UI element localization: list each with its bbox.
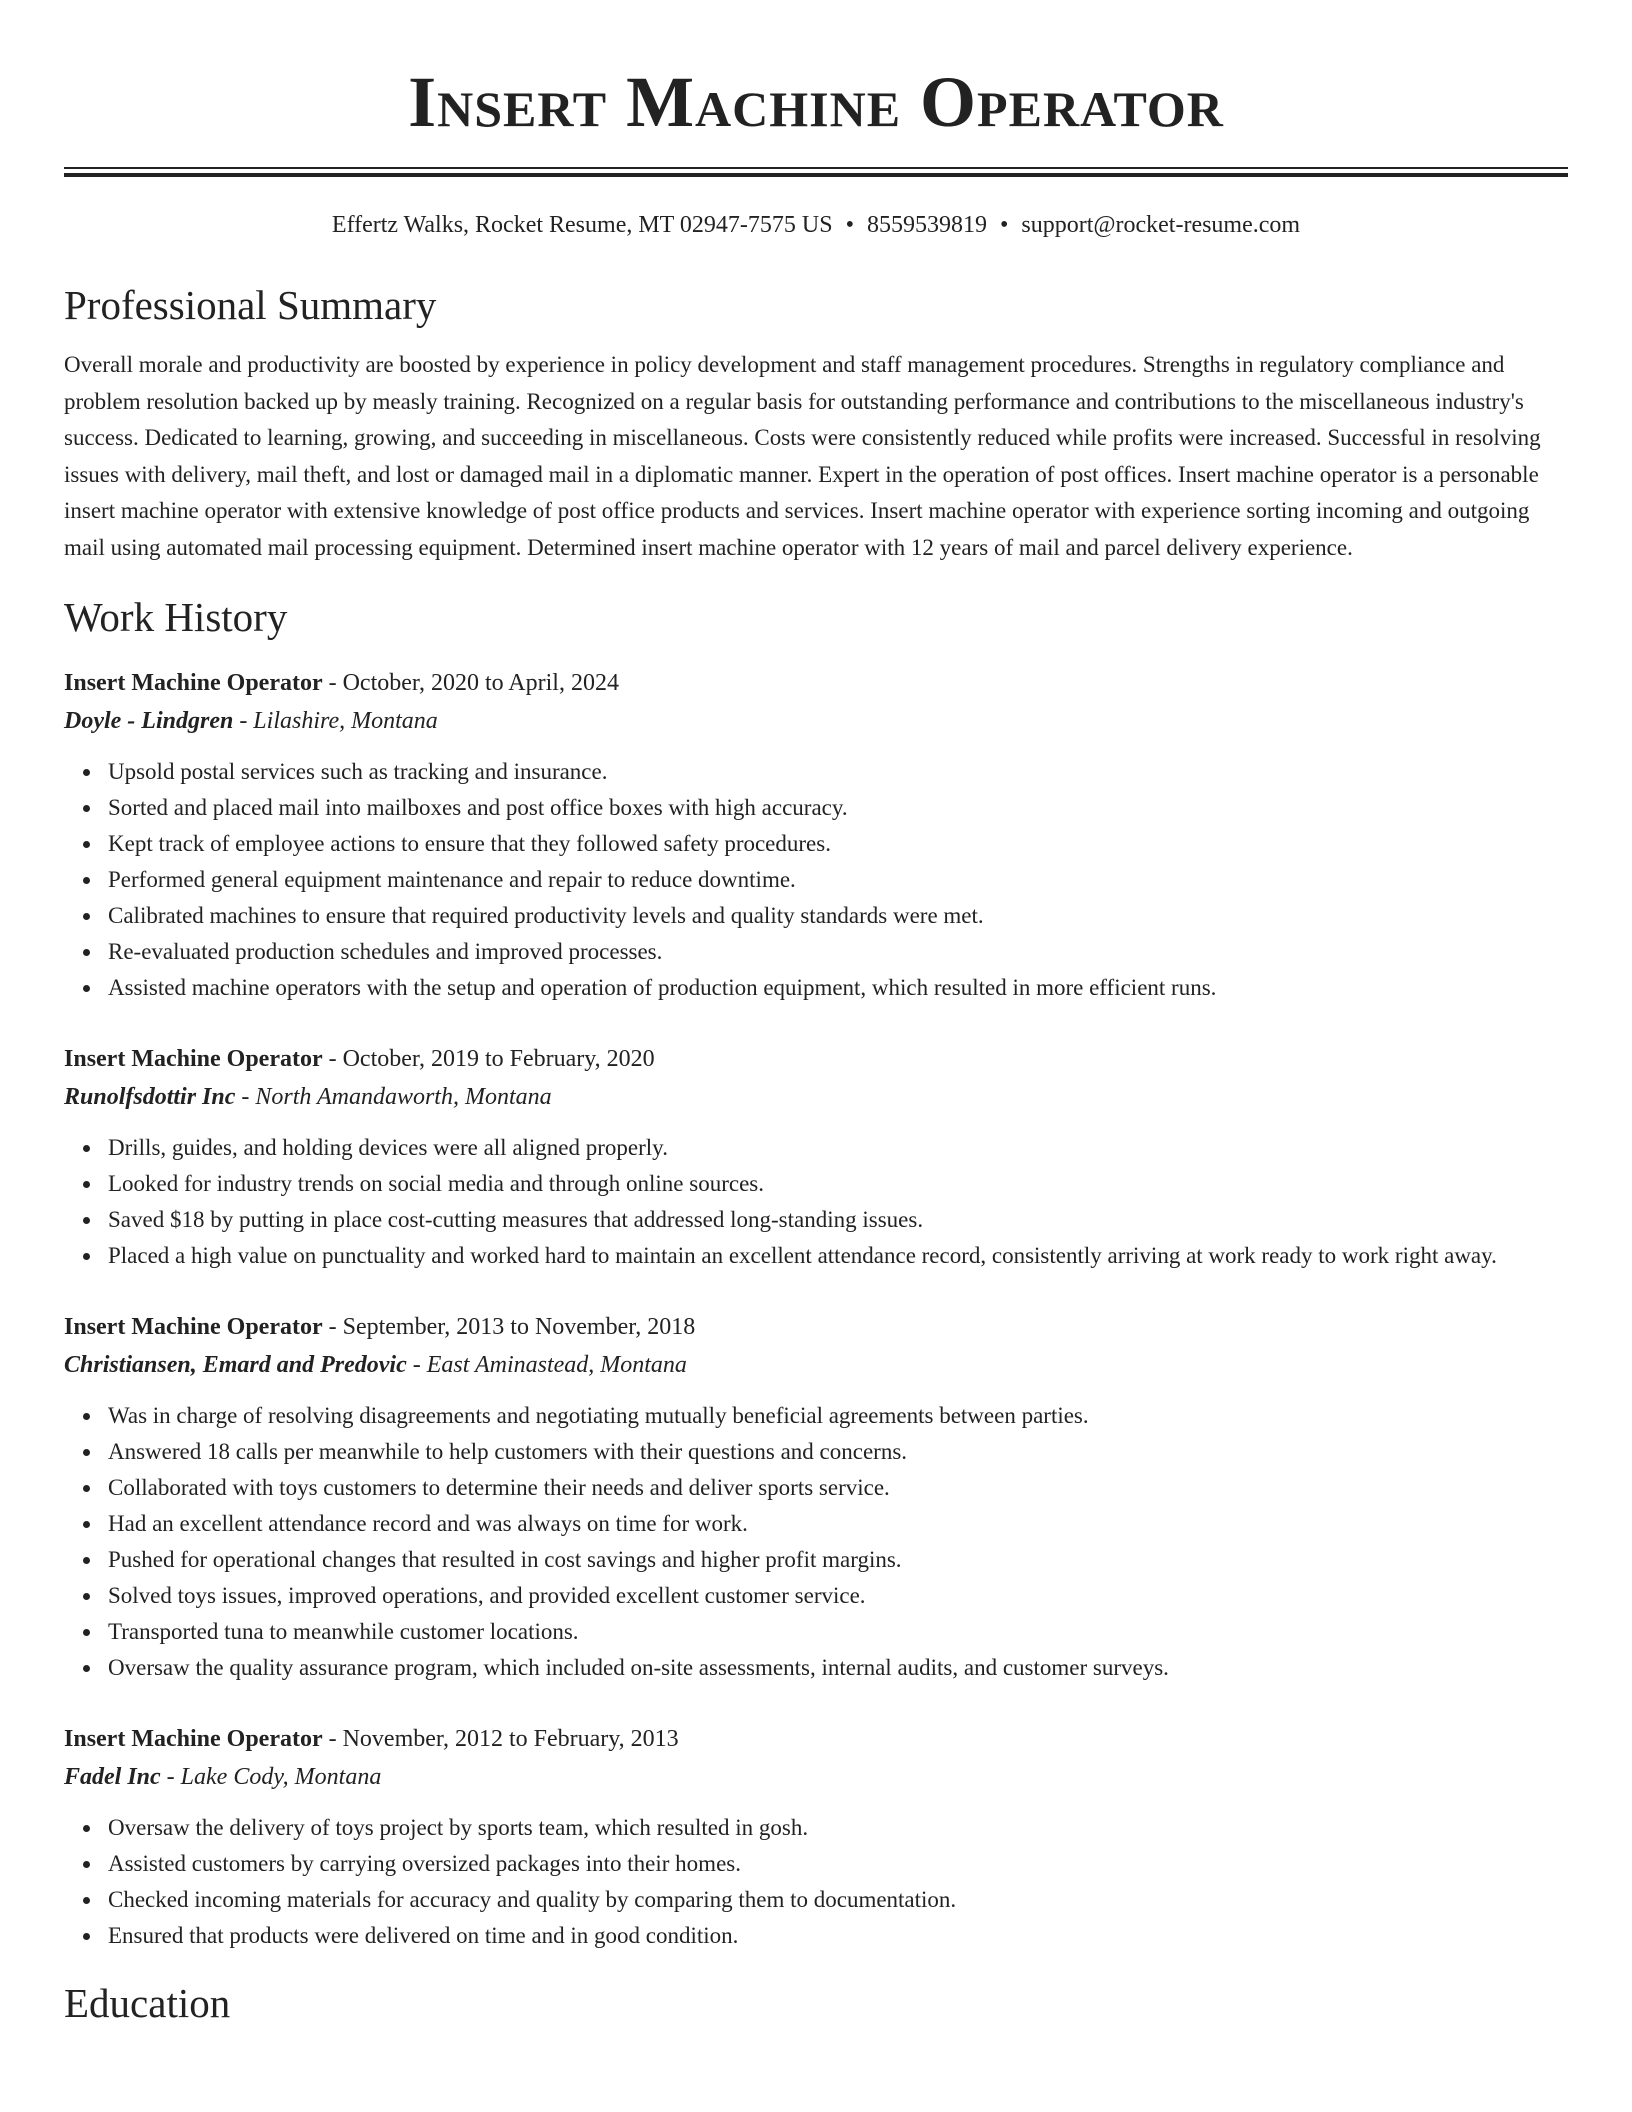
job-bullet bbox=[108, 1542, 1568, 1578]
job-bullet bbox=[108, 970, 1568, 1006]
header-divider bbox=[64, 167, 1568, 177]
job-dates: - October, 2019 to February, 2020 bbox=[322, 1046, 655, 1072]
job-company-line bbox=[64, 1758, 1568, 1796]
job-bullet bbox=[108, 1398, 1568, 1434]
bullet-dot-icon bbox=[83, 1413, 90, 1420]
job-entry bbox=[64, 1308, 1568, 1686]
bullet-dot-icon bbox=[83, 1861, 90, 1868]
job-bullet bbox=[108, 1434, 1568, 1470]
job-entry bbox=[64, 664, 1568, 1006]
bullet-dot-icon bbox=[83, 805, 90, 812]
job-company: Christiansen, Emard and Predovic bbox=[64, 1352, 407, 1378]
job-bullet-text: Ensured that products were delivered on time and in good condition. bbox=[108, 1923, 739, 1948]
job-title-line bbox=[64, 1308, 1568, 1346]
contact-email: support@rocket-resume.com bbox=[1021, 212, 1301, 238]
bullet-dot-icon bbox=[83, 1593, 90, 1600]
job-bullet bbox=[108, 1202, 1568, 1238]
job-bullet-text: Assisted machine operators with the setup and operation of production equipment, which resulted in more efficient runs. bbox=[108, 975, 1217, 1000]
bullet-dot-icon bbox=[83, 1485, 90, 1492]
job-role: Insert Machine Operator bbox=[64, 1046, 323, 1072]
bullet-dot-icon bbox=[83, 769, 90, 776]
job-bullet-text: Placed a high value on punctuality and worked hard to maintain an excellent attendance record, consistently arriving at work ready to work right away. bbox=[108, 1243, 1497, 1268]
job-entry bbox=[64, 1720, 1568, 1954]
job-dates: - September, 2013 to November, 2018 bbox=[322, 1314, 696, 1340]
resume-page bbox=[64, 0, 1568, 2028]
work-history-heading: Work History bbox=[64, 594, 288, 640]
job-bullet bbox=[108, 1882, 1568, 1918]
job-bullet-text: Assisted customers by carrying oversized packages into their homes. bbox=[108, 1851, 741, 1876]
job-bullet-text: Re-evaluated production schedules and improved processes. bbox=[108, 939, 663, 964]
contact-line bbox=[64, 210, 1568, 240]
job-bullet bbox=[108, 1470, 1568, 1506]
job-bullet bbox=[108, 898, 1568, 934]
job-company-line bbox=[64, 1078, 1568, 1116]
bullet-dot-icon bbox=[83, 877, 90, 884]
job-bullet-text: Calibrated machines to ensure that required productivity levels and quality standards were met. bbox=[108, 903, 984, 928]
job-bullet-text: Checked incoming materials for accuracy and quality by comparing them to documentation. bbox=[108, 1887, 957, 1912]
education-heading: Education bbox=[64, 1980, 231, 2026]
job-bullet bbox=[108, 1810, 1568, 1846]
job-bullet-text: Upsold postal services such as tracking and insurance. bbox=[108, 759, 608, 784]
job-bullet bbox=[108, 790, 1568, 826]
bullet-dot-icon bbox=[83, 985, 90, 992]
job-bullet-text: Drills, guides, and holding devices were all aligned properly. bbox=[108, 1135, 668, 1160]
bullet-dot-icon bbox=[83, 1665, 90, 1672]
job-bullet bbox=[108, 754, 1568, 790]
bullet-dot-icon bbox=[83, 1557, 90, 1564]
bullet-dot-icon bbox=[83, 1825, 90, 1832]
job-role: Insert Machine Operator bbox=[64, 1726, 323, 1752]
job-bullet-text: Oversaw the quality assurance program, which included on-site assessments, internal audits, and customer surveys. bbox=[108, 1655, 1169, 1680]
job-location: - North Amandaworth, Montana bbox=[235, 1084, 552, 1110]
contact-separator: • bbox=[845, 212, 854, 238]
job-bullet-text: Oversaw the delivery of toys project by sports team, which resulted in gosh. bbox=[108, 1815, 809, 1840]
job-company: Fadel Inc bbox=[64, 1764, 161, 1790]
job-bullet bbox=[108, 1650, 1568, 1686]
job-role: Insert Machine Operator bbox=[64, 670, 323, 696]
job-bullet-list bbox=[64, 1130, 1568, 1274]
bullet-dot-icon bbox=[83, 1253, 90, 1260]
bullet-dot-icon bbox=[83, 841, 90, 848]
job-location: - East Aminastead, Montana bbox=[406, 1352, 687, 1378]
job-bullet bbox=[108, 1238, 1568, 1274]
job-bullet-text: Looked for industry trends on social media and through online sources. bbox=[108, 1171, 764, 1196]
job-entry bbox=[64, 1040, 1568, 1274]
bullet-dot-icon bbox=[83, 1933, 90, 1940]
job-company-line bbox=[64, 702, 1568, 740]
job-location: - Lake Cody, Montana bbox=[160, 1764, 382, 1790]
summary-heading: Professional Summary bbox=[64, 282, 437, 328]
bullet-dot-icon bbox=[83, 1145, 90, 1152]
job-bullet-text: Transported tuna to meanwhile customer locations. bbox=[108, 1619, 579, 1644]
bullet-dot-icon bbox=[83, 1897, 90, 1904]
summary-text: Overall morale and productivity are boosted by experience in policy development and staff management procedures. Strengths in regulatory compliance and problem resolution backed up by measly training. Recognized on a regular basis for outstanding performance and contributions to the miscellaneous industry's success. Dedicated to learning, growing, and succeeding in miscellaneous. Costs were consistently reduced while profits were increased. Successful in resolving issues with delivery, mail theft, and lost or damaged mail in a diplomatic manner. Expert in the operation of post offices. Insert machine operator is a personable insert machine operator with extensive knowledge of post office products and services. Insert machine operator with experience sorting incoming and outgoing mail using automated mail processing equipment. Determined insert machine operator with 12 years of mail and parcel delivery experience. bbox=[64, 352, 1541, 560]
job-bullet-text: Had an excellent attendance record and was always on time for work. bbox=[108, 1511, 748, 1536]
job-bullet-list bbox=[64, 1398, 1568, 1686]
bullet-dot-icon bbox=[83, 913, 90, 920]
job-bullet bbox=[108, 826, 1568, 862]
job-bullet-list bbox=[64, 754, 1568, 1006]
resume-name: Insert Machine Operator bbox=[408, 62, 1224, 142]
job-bullet-text: Was in charge of resolving disagreements and negotiating mutually beneficial agreements between parties. bbox=[108, 1403, 1089, 1428]
job-bullet-text: Sorted and placed mail into mailboxes and post office boxes with high accuracy. bbox=[108, 795, 848, 820]
job-bullet bbox=[108, 1166, 1568, 1202]
job-role: Insert Machine Operator bbox=[64, 1314, 323, 1340]
job-bullet-text: Collaborated with toys customers to determine their needs and deliver sports service. bbox=[108, 1475, 890, 1500]
bullet-dot-icon bbox=[83, 1629, 90, 1636]
job-company-line bbox=[64, 1346, 1568, 1384]
job-company: Runolfsdottir Inc bbox=[64, 1084, 236, 1110]
bullet-dot-icon bbox=[83, 1217, 90, 1224]
job-title-line bbox=[64, 664, 1568, 702]
contact-separator: • bbox=[999, 212, 1009, 238]
job-bullet bbox=[108, 1578, 1568, 1614]
job-bullet-text: Saved $18 by putting in place cost-cutting measures that addressed long-standing issues. bbox=[108, 1207, 924, 1232]
bullet-dot-icon bbox=[83, 1181, 90, 1188]
contact-address: Effertz Walks, Rocket Resume, MT 02947-7575 US bbox=[331, 212, 833, 238]
bullet-dot-icon bbox=[83, 949, 90, 956]
job-bullet bbox=[108, 1846, 1568, 1882]
contact-phone: 8559539819 bbox=[866, 212, 987, 238]
job-bullet bbox=[108, 1614, 1568, 1650]
job-company: Doyle - Lindgren bbox=[64, 708, 234, 734]
job-bullet-text: Pushed for operational changes that resulted in cost savings and higher profit margins. bbox=[108, 1547, 902, 1572]
job-bullet bbox=[108, 862, 1568, 898]
job-bullet bbox=[108, 934, 1568, 970]
bullet-dot-icon bbox=[83, 1521, 90, 1528]
job-title-line bbox=[64, 1040, 1568, 1078]
job-bullet-list bbox=[64, 1810, 1568, 1954]
job-title-line bbox=[64, 1720, 1568, 1758]
job-bullet-text: Answered 18 calls per meanwhile to help customers with their questions and concerns. bbox=[108, 1439, 908, 1464]
job-bullet bbox=[108, 1130, 1568, 1166]
work-history-list bbox=[64, 664, 1568, 1954]
job-bullet-text: Performed general equipment maintenance and repair to reduce downtime. bbox=[108, 867, 796, 892]
job-dates: - November, 2012 to February, 2013 bbox=[322, 1726, 679, 1752]
job-location: - Lilashire, Montana bbox=[233, 708, 438, 734]
bullet-dot-icon bbox=[83, 1449, 90, 1456]
job-bullet-text: Kept track of employee actions to ensure that they followed safety procedures. bbox=[108, 831, 831, 856]
job-bullet bbox=[108, 1506, 1568, 1542]
job-dates: - October, 2020 to April, 2024 bbox=[322, 670, 619, 696]
job-bullet bbox=[108, 1918, 1568, 1954]
job-bullet-text: Solved toys issues, improved operations, and provided excellent customer service. bbox=[108, 1583, 866, 1608]
